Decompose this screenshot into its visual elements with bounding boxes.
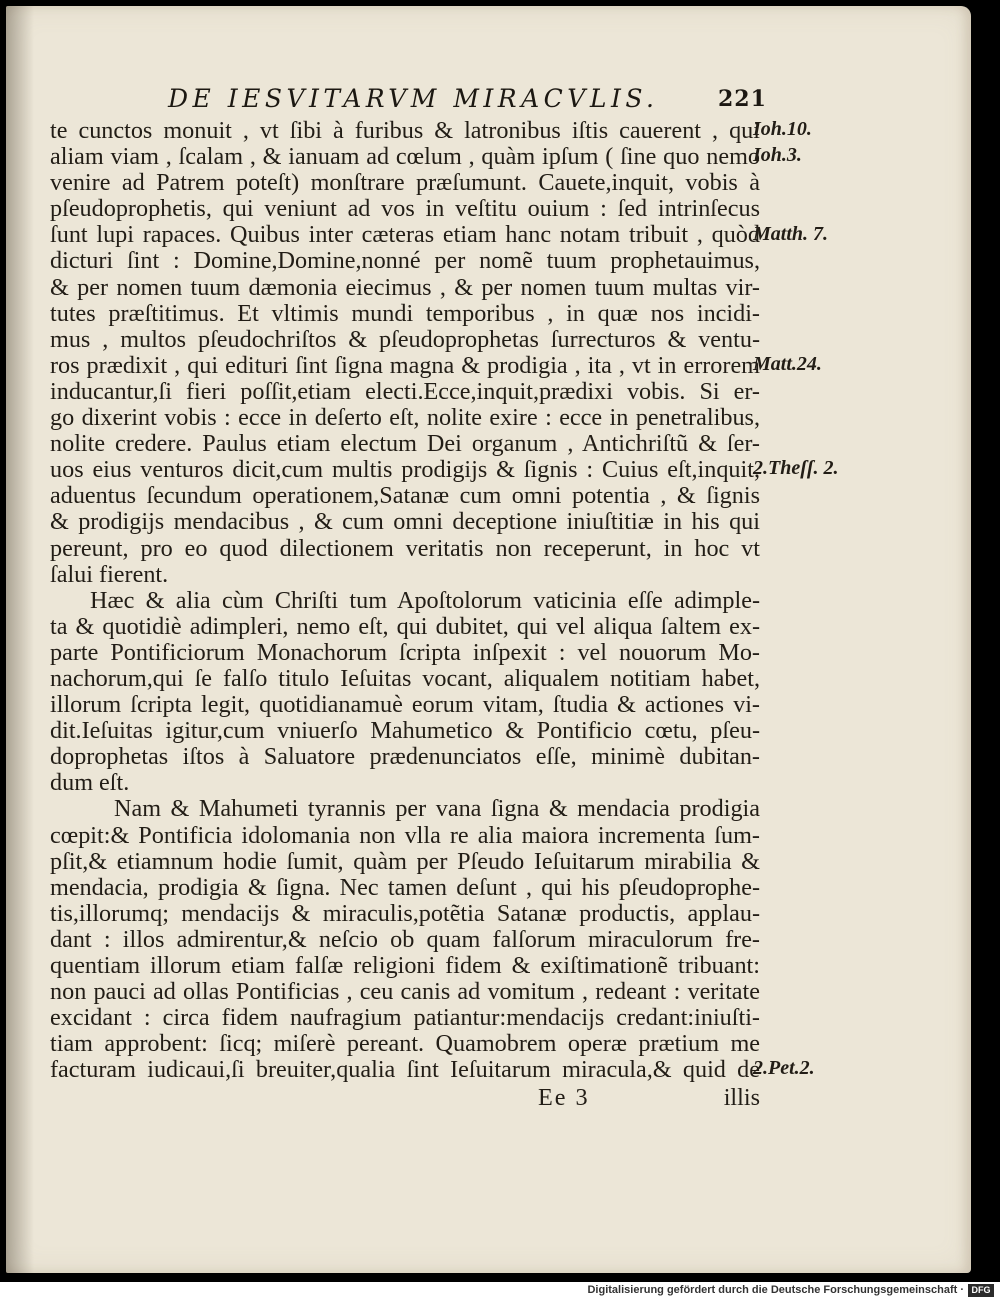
margin-note: Matth. 7. — [753, 223, 829, 245]
text-line: dum eſt. — [50, 769, 130, 797]
text-line: quentiam illorum etiam falſæ religioni fidem & exiſtimationẽ tribuant: — [50, 952, 760, 979]
text-line: dit.Ieſuitas igitur,cum vniuerſo Mahumetico & Pontificio cœtu, pſeu- — [50, 717, 760, 745]
text-line: uos eius venturos dicit,cum multis prodigijs & ſignis : Cuius eſt,inquit, — [50, 456, 760, 484]
catchword: illis — [723, 1084, 760, 1112]
main-text — [50, 118, 760, 1113]
text-line: venire ad Patrem poteſt) monſtrare præſumunt. Cauete,inquit, vobis à — [50, 169, 760, 197]
margin-note: Ioh.3. — [753, 144, 802, 166]
text-line: doprophetas iſtos à Saluatore prædenunciatos eſſe, minimè dubitan- — [50, 743, 760, 771]
signature-mark: Ee 3 — [538, 1084, 590, 1112]
text-line: aduentus ſecundum operationem,Satanæ cum omni potentia , & ſignis — [50, 482, 760, 510]
text-line: te cunctos monuit , vt ſibi à furibus & latronibus iſtis cauerent , qui — [50, 117, 760, 144]
text-line: tis,illorumq; mendacijs & miraculis,potẽtia Satanæ productis, applau- — [50, 899, 760, 927]
text-line: cœpit:& Pontificia idolomania non vlla re alia maiora incrementa ſum- — [50, 821, 760, 849]
dfg-logo-icon: DFG — [968, 1284, 994, 1297]
text-line: & prodigijs mendacibus , & cum omni deceptione iniuſtitiæ in his qui — [50, 508, 760, 536]
page-number: 221 — [718, 86, 767, 112]
text-line: & per nomen tuum dæmonia eiecimus , & per nomen tuum multas vir- — [50, 273, 760, 301]
text-line: mendacia, prodigia & ſigna. Nec tamen deſunt , qui his pſeudoprophe- — [50, 873, 760, 901]
text-line: tiam approbent: ſicq; miſerè pereant. Quamobrem operæ prætium me — [50, 1030, 760, 1058]
text-line: ta & quotidiè adimpleri, nemo eſt, qui dubitet, qui vel aliqua ſaltem ex- — [50, 612, 760, 640]
margin-note: Ioh.10. — [753, 118, 812, 140]
text-line: ſunt lupi rapaces. Quibus inter cæteras etiam hanc notam tribuit , quòd — [50, 221, 760, 249]
text-line: nolite credere. Paulus etiam electum Dei organum , Antichriſtũ & ſer- — [50, 430, 760, 458]
text-line: excidant : circa fidem naufragium patiantur:mendacijs credant:iniuſti- — [50, 1004, 760, 1032]
text-line: non pauci ad ollas Pontificias , ceu canis ad vomitum , redeant : veritate — [50, 978, 760, 1006]
page-header — [0, 80, 1000, 120]
text-line: illorum ſcripta legit, quotidianamuè eorum vitam, ſtudia & actiones vi- — [50, 691, 760, 719]
text-line: ros prædixit , qui edituri ſint ſigna magna & prodigia , ita , vt in errorem — [50, 351, 760, 379]
text-line: tutes præſtitimus. Et vltimis mundi temporibus , in quæ nos incidi- — [50, 299, 760, 327]
text-line: facturam iudicaui,ſi breuiter,qualia ſint Ieſuitarum miracula,& quid de — [50, 1056, 760, 1084]
running-title: DE IESVITARVM MIRACVLIS. — [168, 84, 659, 113]
gutter-shadow — [6, 6, 34, 1273]
text-line: go dixerint vobis : ecce in deſerto eſt, nolite exire : ecce in penetralibus, — [50, 404, 760, 432]
margin-note: 2.Pet.2. — [753, 1057, 815, 1079]
text-line: ſalui fierent. — [50, 560, 169, 588]
text-line: aliam viam , ſcalam , & ianuam ad cœlum , quàm ipſum ( ſine quo nemo — [50, 143, 760, 171]
text-line: inducantur,ſi fieri poſſit,etiam electi.Ecce,inquit,prædixi vobis. Si er- — [50, 377, 760, 405]
funding-credit: Digitalisierung gefördert durch die Deutsche Forschungsgemeinschaft · — [587, 1284, 964, 1296]
text-line: Hæc & alia cùm Chriſti tum Apoſtolorum vaticinia eſſe adimple- — [90, 586, 760, 614]
catch-line — [50, 1083, 760, 1113]
text-line: dicturi ſint : Domine,Domine,nonné per nomẽ tuum prophetauimus, — [50, 247, 760, 275]
text-line: pſeudoprophetis, qui veniunt ad vos in veſtitu ouium : ſed intrinſecus — [50, 195, 760, 223]
text-line: nachorum,qui ſe falſo titulo Ieſuitas vocant, aliqualem notitiam habet, — [50, 664, 760, 692]
text-line: dant : illos admirentur,& neſcio ob quam falſorum miraculorum fre- — [50, 925, 760, 953]
text-line: pſit,& etiamnum hodie ſumit, quàm per Pſeudo Ieſuitarum mirabilia & — [50, 847, 760, 875]
text-line: Nam & Mahumeti tyrannis per vana ſigna & mendacia prodigia — [114, 795, 760, 823]
text-line: mus , multos pſeudochriſtos & pſeudoprophetas ſurrecturos & ventu- — [50, 325, 760, 353]
text-line: pereunt, pro eo quod dilectionem veritatis non receperunt, in hoc vt — [50, 534, 760, 562]
margin-note: 2.Theſſ. 2. — [753, 457, 839, 479]
digitization-footer — [0, 1282, 1000, 1300]
text-line: parte Pontificiorum Monachorum ſcripta inſpexit : vel nouorum Mo- — [50, 638, 760, 666]
margin-note: Matt.24. — [753, 353, 822, 375]
